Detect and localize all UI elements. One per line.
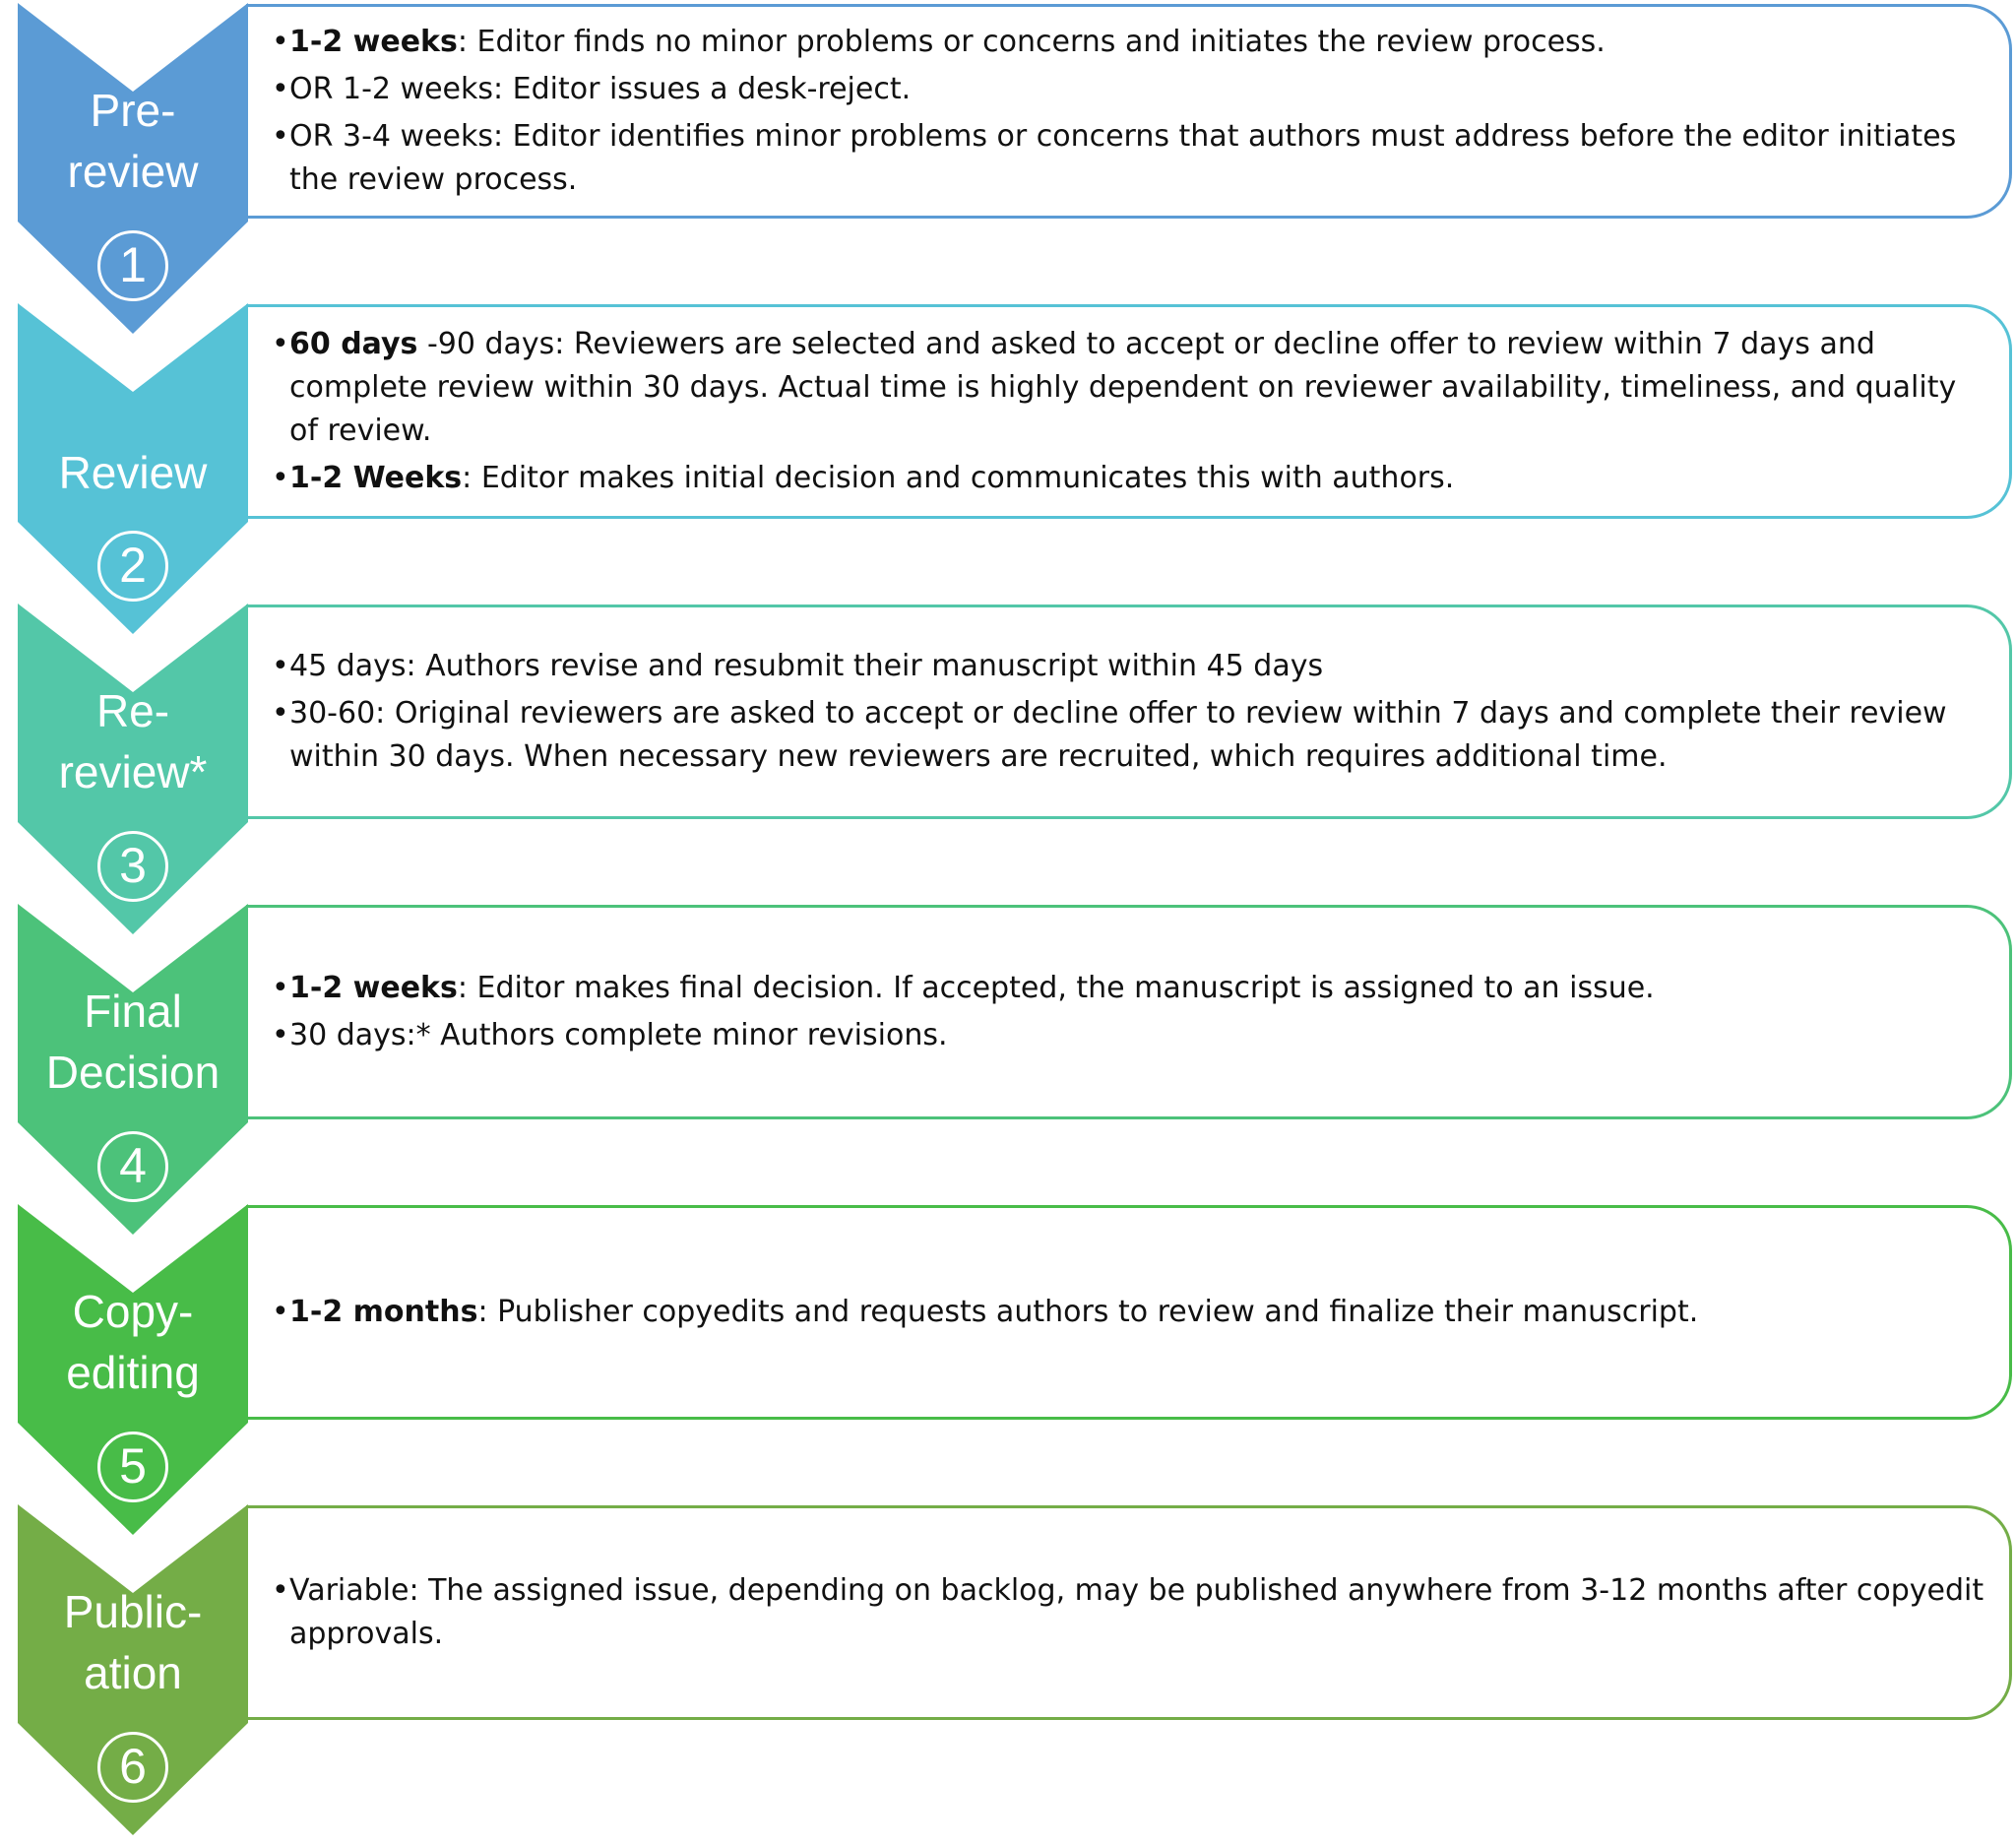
bullet-item (272, 323, 1985, 453)
stage-5 (0, 1204, 2016, 1539)
stage-3 (0, 604, 2016, 938)
stage-bullet-list (272, 1287, 1985, 1338)
bullet-item (272, 115, 1985, 202)
bullet-item (272, 68, 1985, 111)
stage-5-number-badge: 5 (97, 1432, 168, 1502)
stage-6-number-badge: 6 (97, 1732, 168, 1803)
stage-bullet-list (272, 1565, 1985, 1660)
stage-details-content (272, 908, 1985, 1116)
bullet-text: : Editor makes final decision. If accepted, the manuscript is assigned to an issue. (457, 971, 1655, 1005)
stage-bullet-list (272, 319, 1985, 504)
stage-6-title (18, 1581, 248, 1703)
stage-title-line: Final (84, 986, 182, 1037)
bullet-item (272, 1569, 1985, 1656)
stage-1-title (18, 80, 248, 202)
bullet-item (272, 21, 1985, 64)
stage-title-line: Pre- (90, 85, 176, 136)
stage-6-details-box (246, 1505, 2012, 1720)
bullet-text: -90 days: Reviewers are selected and asked to accept or decline offer to review within 7 days and complete review within 30 days. Actual time is highly dependent on reviewer availability, timeliness, and quality of review. (289, 327, 1957, 448)
bullet-text: : Editor finds no minor problems or concerns and initiates the review process. (457, 25, 1606, 59)
bullet-text: 45 days: Authors revise and resubmit their manuscript within 45 days (289, 649, 1324, 683)
stage-1 (0, 3, 2016, 338)
bullet-item (272, 645, 1985, 688)
stage-3-title (18, 680, 248, 802)
bullet-duration: 1-2 Weeks (289, 461, 463, 495)
bullet-text: : Editor makes initial decision and communicates this with authors. (462, 461, 1455, 495)
bullet-item (272, 692, 1985, 779)
bullet-duration: 1-2 months (289, 1295, 478, 1329)
bullet-text: OR 3-4 weeks: Editor identifies minor problems or concerns that authors must address before the editor initiates the review process. (289, 119, 1957, 197)
stage-2-number-badge: 2 (97, 531, 168, 602)
stage-title-line: editing (66, 1347, 200, 1398)
stage-4-title (18, 981, 248, 1103)
bullet-text: Variable: The assigned issue, depending on backlog, may be published anywhere from 3-12 months after copyedit approvals. (289, 1573, 1984, 1651)
stage-title-line: review* (58, 746, 208, 797)
stage-title-line: Public- (63, 1586, 203, 1637)
bullet-text: 30-60: Original reviewers are asked to accept or decline offer to review within 7 days and complete their review within 30 days. When necessary new reviewers are recruited, which requires additional time. (289, 696, 1947, 774)
stage-1-number-badge: 1 (97, 230, 168, 301)
stage-2 (0, 303, 2016, 638)
bullet-item (272, 457, 1985, 500)
stage-details-content (272, 1208, 1985, 1417)
stage-title-line: Re- (95, 685, 170, 736)
stage-title-line: review (67, 146, 199, 197)
stage-5-details-box (246, 1205, 2012, 1420)
bullet-text: 30 days:* Authors complete minor revisions. (289, 1018, 948, 1052)
stage-details-content (272, 607, 1985, 816)
bullet-duration: 1-2 weeks (289, 971, 458, 1005)
stage-4 (0, 904, 2016, 1239)
stage-title-line: Decision (45, 1047, 220, 1098)
stage-2-title (18, 442, 248, 503)
bullet-duration: 1-2 weeks (289, 25, 458, 59)
bullet-item (272, 1291, 1985, 1334)
bullet-text: : Publisher copyedits and requests authors to review and finalize their manuscript. (477, 1295, 1699, 1329)
stage-5-title (18, 1281, 248, 1403)
stage-title-line: Copy- (72, 1286, 194, 1337)
bullet-item (272, 1014, 1985, 1057)
bullet-text: OR 1-2 weeks: Editor issues a desk-reject. (289, 72, 912, 106)
stage-details-content (272, 7, 1985, 216)
stage-2-details-box (246, 304, 2012, 519)
stage-6 (0, 1504, 2016, 1839)
bullet-duration: 60 days (289, 327, 418, 361)
stage-1-details-box (246, 4, 2012, 219)
stage-details-content (272, 1508, 1985, 1717)
bullet-item (272, 967, 1985, 1010)
stage-4-details-box (246, 905, 2012, 1119)
stage-3-number-badge: 3 (97, 831, 168, 902)
stage-bullet-list (272, 17, 1985, 206)
stage-details-content (272, 307, 1985, 516)
stage-3-details-box (246, 605, 2012, 819)
stage-bullet-list (272, 641, 1985, 783)
stage-bullet-list (272, 963, 1985, 1061)
stage-4-number-badge: 4 (97, 1131, 168, 1202)
stage-title-line: Review (58, 447, 208, 498)
stage-title-line: ation (84, 1647, 182, 1698)
